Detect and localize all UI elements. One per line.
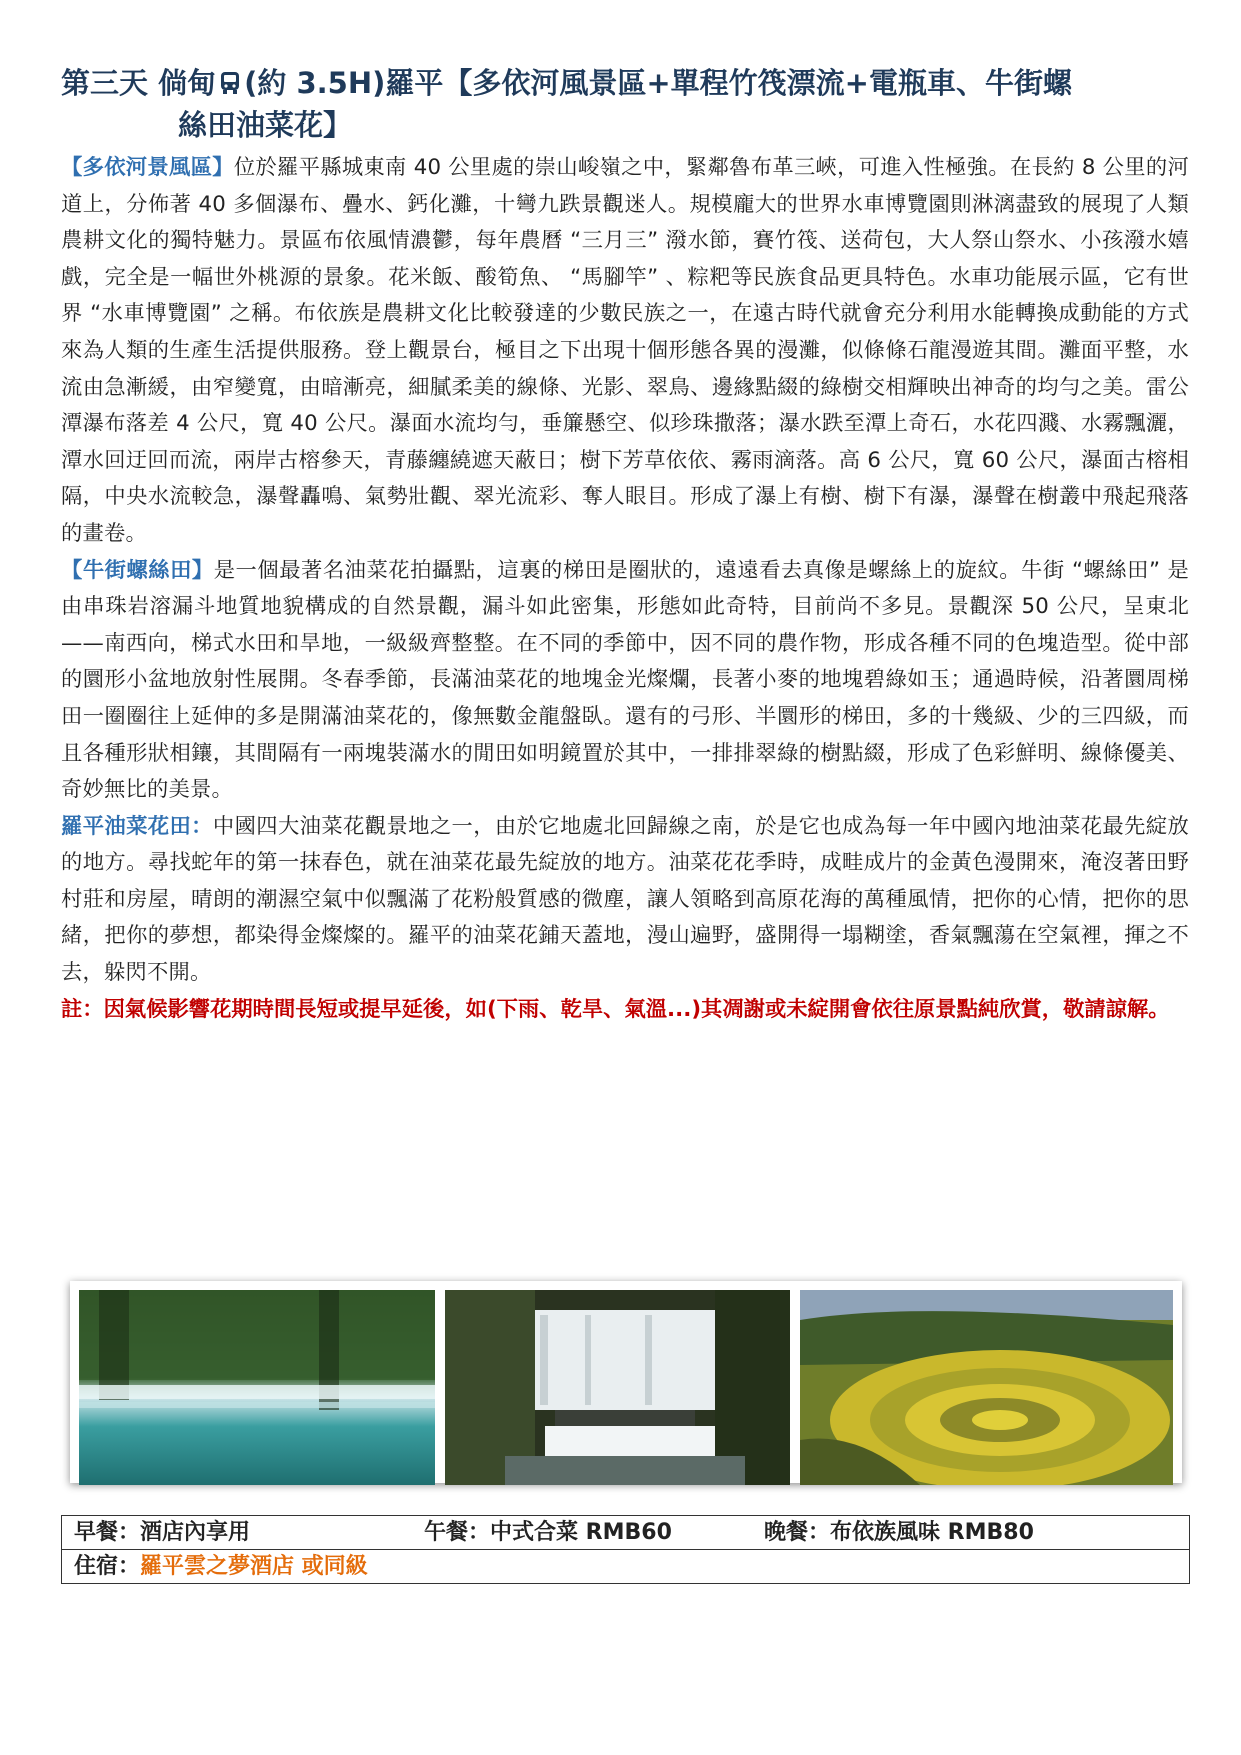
day-title-route: (約 3.5H)羅平【多依河風景區+單程竹筏漂流+電瓶車、牛街螺 <box>244 66 1072 100</box>
river-photo <box>79 1290 435 1485</box>
lodging-label: 住宿： <box>74 1554 141 1579</box>
weather-note: 註：因氣候影響花期時間長短或提早延後，如(下雨、乾旱、氣溫...)其凋謝或未綻開會依往原景點純欣賞，敬請諒解。 <box>61 996 1170 1022</box>
lunch-cell: 午餐：中式合菜 RMB60 <box>424 1520 672 1545</box>
waterfall-photo <box>445 1290 790 1485</box>
meals-table <box>61 1515 1190 1584</box>
breakfast-cell: 早餐：酒店內享用 <box>74 1520 251 1545</box>
duoyi-text: 位於羅平縣城東南 40 公里處的崇山峻嶺之中，緊鄰魯布革三峽，可進入性極強。在長約 8 公里的河道上，分佈著 40 多個瀑布、疊水、鈣化灘，十彎九跌景觀迷人。規模龐大的世界水車博覽園則淋漓盡致的展現了人類農耕文化的獨特魅力。景區布依風情濃鬱，每年農曆 “三月三” 潑水節，賽竹筏、送荷包，大人祭山祭水、小孩潑水嬉戲，完全是一幅世外桃源的景象。花米飯、酸筍魚、 “馬腳竿” 、粽粑等民族食品更具特色。水車功能展示區，它有世界 “水車博覽園” 之稱。布依族是農耕文化比較發達的少數民族之一，在遠古時代就會充分利用水能轉換成動能的方式來為人類的生產生活提供服務。登上觀景台，極目之下出現十個形態各異的漫灘，似條條石龍漫遊其間。灘面平整，水流由急漸緩，由窄變寬，由暗漸亮，細膩柔美的線條、光影、翠鳥、邊緣點綴的綠樹交相輝映出神奇的均勻之美。雷公潭瀑布落差 4 公尺，寬 40 公尺。瀑面水流均勻，垂簾懸空、似珍珠撒落；瀑水跌至潭上奇石，水花四濺、水霧飄灑，潭水回迂回而流，兩岸古榕參天，青藤纏繞遮天蔽日；樹下芳草依依、霧雨滴落。高 6 公尺，寬 60 公尺，瀑面古榕相隔，中央水流較急，瀑聲轟鳴、氣勢壯觀、翠光流彩、奪人眼目。形成了瀑上有樹、樹下有瀑，瀑聲在樹叢中飛起飛落的畫卷。 <box>61 155 1189 546</box>
lodging-row <box>62 1549 1189 1583</box>
niujie-text: 是一個最著名油菜花拍攝點，這裏的梯田是圈狀的，遠遠看去真像是螺絲上的旋紋。牛街 “螺絲田” 是由串珠岩溶漏斗地質地貌構成的自然景觀，漏斗如此密集，形態如此奇特，目前尚不多見。景觀深 50 公尺，呈東北——南西向，梯式水田和旱地，一級級齊整整。在不同的季節中，因不同的農作物，形成各種不同的色塊造型。從中部的圜形小盆地放射性展開。冬春季節，長滿油菜花的地塊金光燦爛，長著小麥的地塊碧綠如玉；通過時候，沿著圜周梯田一圈圈往上延伸的多是開滿油菜花的，像無數金龍盤臥。還有的弓形、半圜形的梯田，多的十幾級、少的三四級，而且各種形狀相鑲，其間隔有一兩塊裝滿水的閒田如明鏡置於其中，一排排翠綠的樹點綴，形成了色彩鮮明、線條優美、奇妙無比的美景。 <box>61 557 1189 803</box>
meals-row <box>62 1516 1189 1549</box>
niujie-paragraph <box>61 553 1189 809</box>
duoyi-paragraph <box>61 150 1189 553</box>
terraced-fields-photo <box>800 1290 1173 1485</box>
dinner-cell: 晚餐：布依族風味 RMB80 <box>764 1520 1034 1545</box>
lodging-hotel: 羅平雲之夢酒店 或同級 <box>140 1554 368 1579</box>
duoyi-heading: 【多依河景風區】 <box>61 155 234 180</box>
luoping-text: 中國四大油菜花觀景地之一，由於它地處北回歸線之南，於是它也成為每一年中國內地油菜花最先綻放的地方。尋找蛇年的第一抹春色，就在油菜花最先綻放的地方。油菜花花季時，成畦成片的金黃色漫開來，淹沒著田野村莊和房屋，晴朗的潮濕空氣中似飄滿了花粉般質感的微塵，讓人領略到高原花海的萬種風情，把你的心情，把你的思緒，把你的夢想，都染得金燦燦的。羅平的油菜花鋪天蓋地，漫山遍野，盛開得一塌糊塗，香氣飄蕩在空氣裡，揮之不去，躲閃不開。 <box>61 813 1189 986</box>
luoping-heading: 羅平油菜花田： <box>61 813 213 839</box>
luoping-paragraph <box>61 809 1189 992</box>
itinerary-page <box>61 62 1189 1579</box>
niujie-heading: 【牛街螺絲田】 <box>61 557 214 583</box>
photo-strip <box>70 1281 1182 1483</box>
day-title-line2: 絲田油菜花】 <box>178 108 353 142</box>
day-title-prefix: 第三天 倘甸 <box>61 66 217 100</box>
bus-icon <box>219 65 241 91</box>
day-title <box>61 62 1189 146</box>
